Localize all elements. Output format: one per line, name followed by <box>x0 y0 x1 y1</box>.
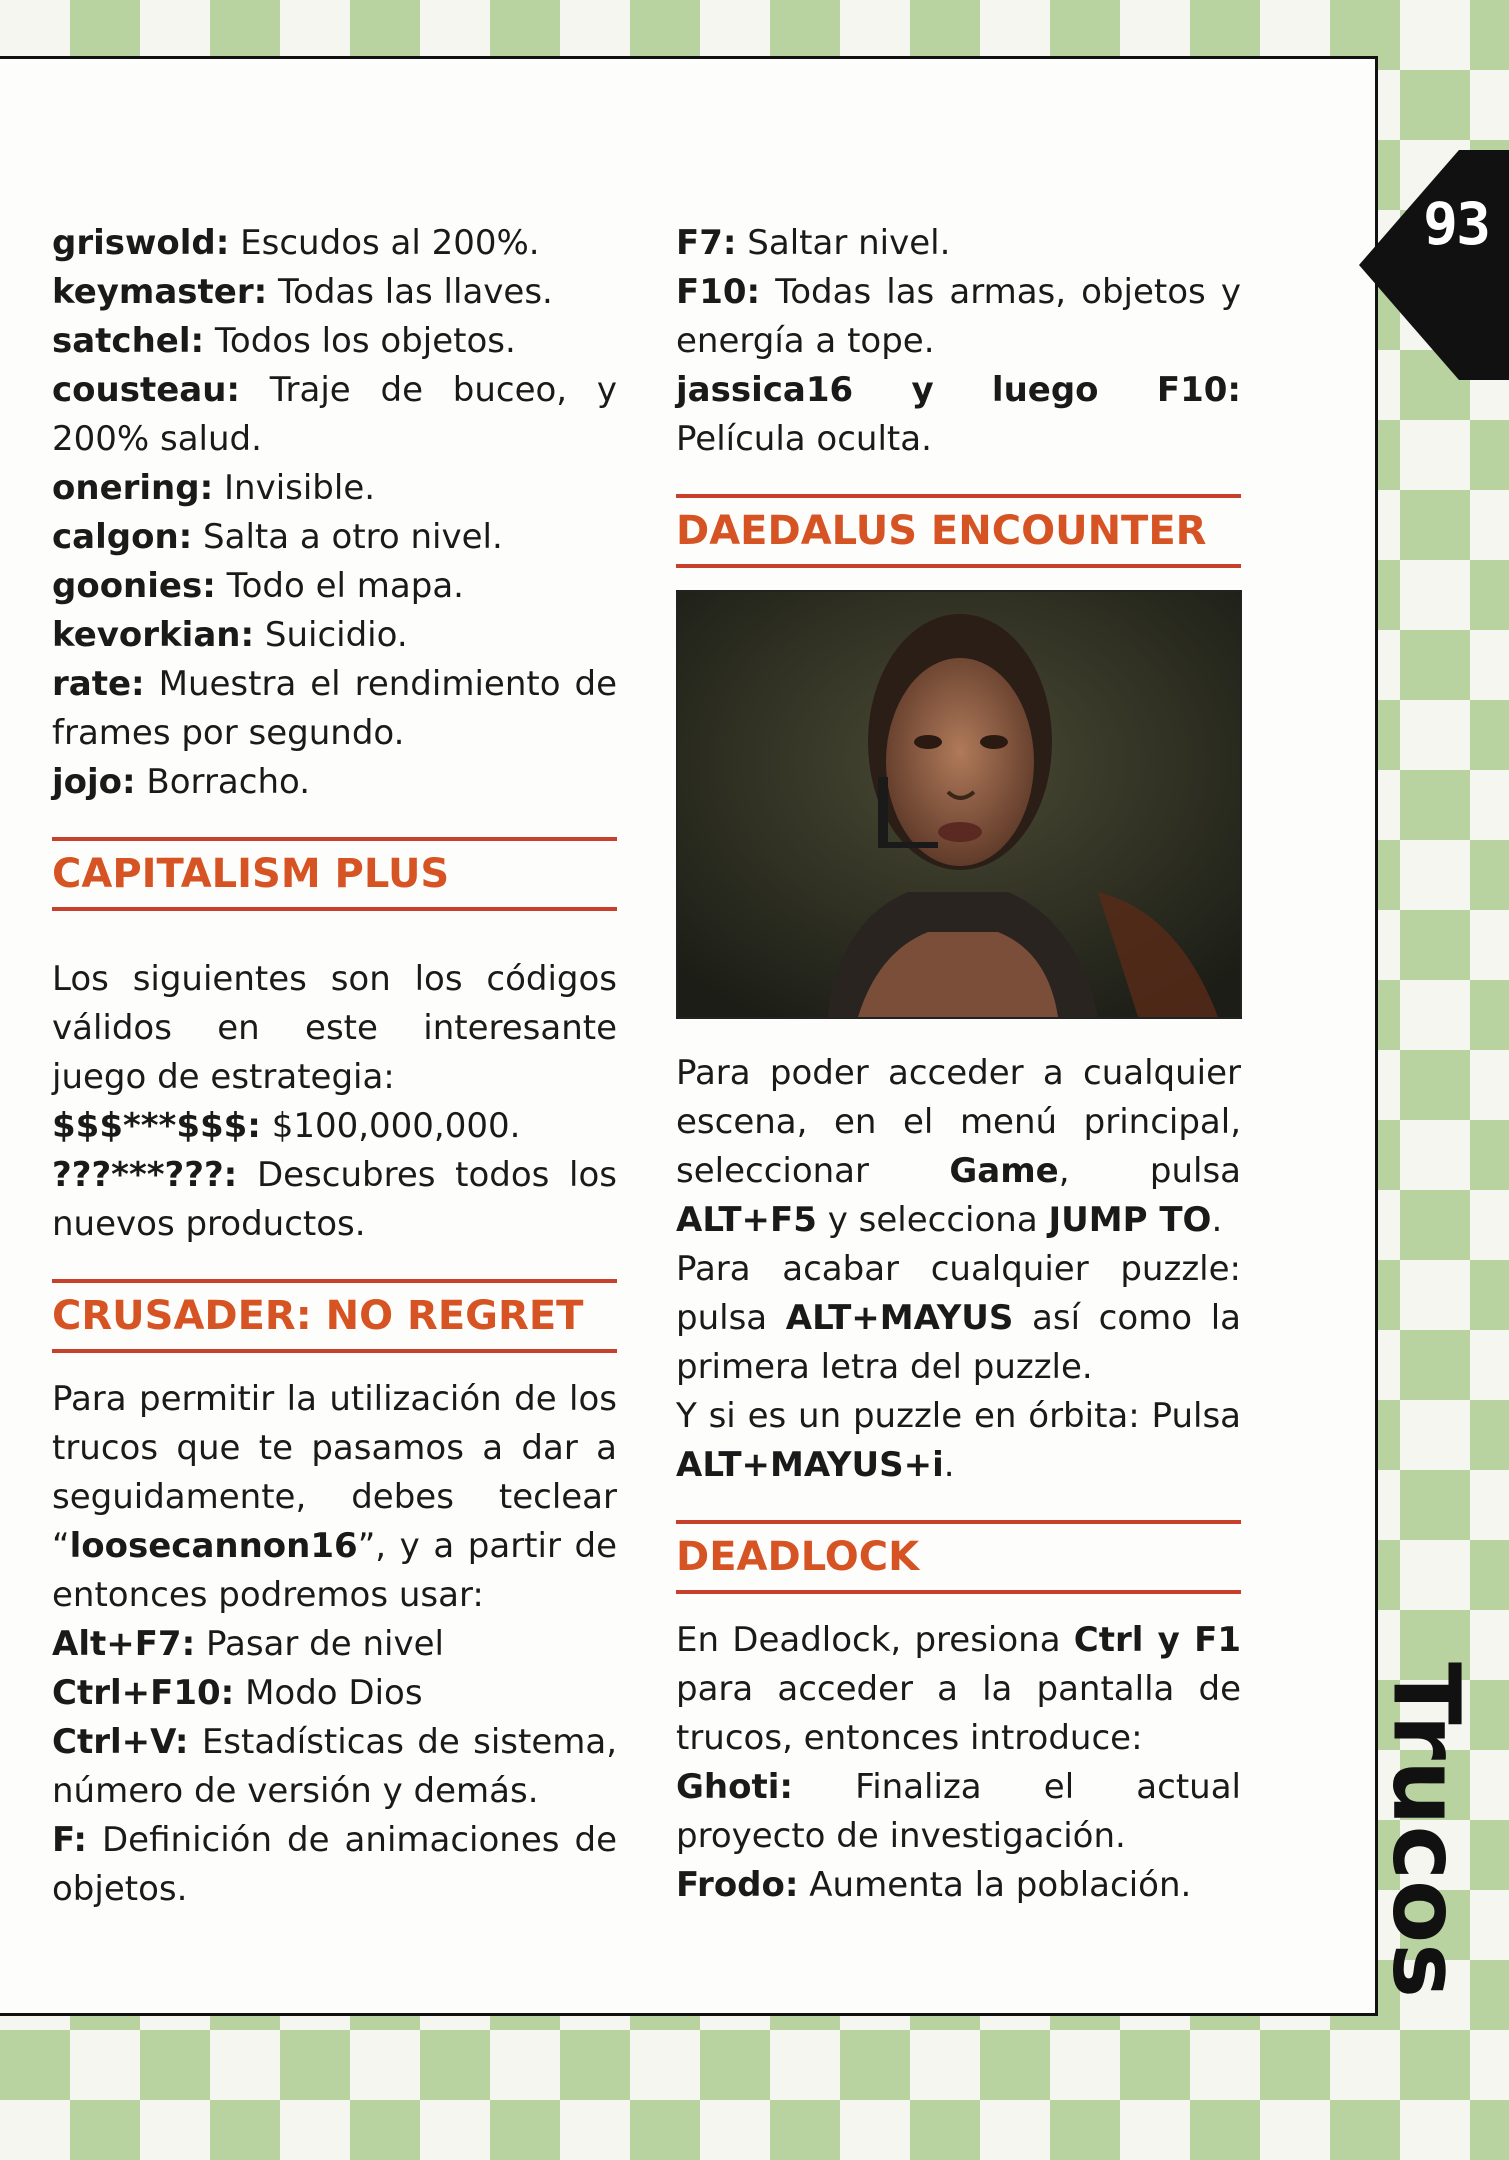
magazine-page <box>0 56 1378 2016</box>
code-line: jojo: Borracho. <box>52 762 311 802</box>
code-line: rate: Muestra el rendimiento de frames por segundo. <box>52 664 617 753</box>
code-line: Ctrl+V: Estadísticas de sistema, número de versión y demás. <box>52 1722 617 1811</box>
section-heading-crusader: CRUSADER: NO REGRET <box>52 1279 617 1353</box>
intro-codes <box>52 219 617 807</box>
code-line: $$$***$$$: $100,000,000. <box>52 1106 521 1146</box>
code-line: onering: Invisible. <box>52 468 376 508</box>
code-line: Ghoti: Finaliza el actual proyecto de investigación. <box>676 1767 1241 1856</box>
section-heading-daedalus: DAEDALUS ENCOUNTER <box>676 494 1241 568</box>
game-screenshot-image <box>676 590 1242 1019</box>
section-heading-deadlock: DEADLOCK <box>676 1520 1241 1594</box>
code-line: Ctrl+F10: Modo Dios <box>52 1673 423 1713</box>
daedalus-paragraph-1: Para poder acceder a cualquier escena, en el menú principal, seleccionar Game, pulsa ALT+F5 y selecciona JUMP TO. <box>676 1053 1241 1240</box>
code-line: cousteau: Traje de buceo, y 200% salud. <box>52 370 617 459</box>
left-column <box>52 219 617 1914</box>
code-line: F10: Todas las armas, objetos y energía a tope. <box>676 272 1241 361</box>
code-line: calgon: Salta a otro nivel. <box>52 517 503 557</box>
code-line: kevorkian: Suicidio. <box>52 615 408 655</box>
right-column <box>676 219 1241 1910</box>
code-line: jassica16 y luego F10: Película oculta. <box>676 370 1241 459</box>
crusader-intro: Para permitir la utilización de los trucos que te pasamos a dar a seguidamente, debes teclear “loosecannon16”, y a partir de entonces podremos usar: <box>52 1379 617 1615</box>
code-line: goonies: Todo el mapa. <box>52 566 464 606</box>
code-line: Frodo: Aumenta la población. <box>676 1865 1192 1905</box>
code-line: keymaster: Todas las llaves. <box>52 272 553 312</box>
code-line: F: Definición de animaciones de objetos. <box>52 1820 617 1909</box>
code-line: ???***???: Descubres todos los nuevos productos. <box>52 1155 617 1244</box>
daedalus-paragraph-2: Para acabar cualquier puzzle: pulsa ALT+MAYUS así como la primera letra del puzzle. <box>676 1249 1241 1387</box>
capitalism-intro: Los siguientes son los códigos válidos en este interesante juego de estrategia: <box>52 959 617 1097</box>
page-number: 93 <box>1423 190 1489 258</box>
deadlock-intro: En Deadlock, presiona Ctrl y F1 para acceder a la pantalla de trucos, entonces introduce: <box>676 1620 1241 1758</box>
code-line: satchel: Todos los objetos. <box>52 321 516 361</box>
code-line: F7: Saltar nivel. <box>676 223 951 263</box>
section-heading-capitalism: CAPITALISM PLUS <box>52 837 617 911</box>
code-line: griswold: Escudos al 200%. <box>52 223 540 263</box>
section-label-trucos: Trucos <box>1372 1661 1480 1998</box>
code-line: Alt+F7: Pasar de nivel <box>52 1624 444 1664</box>
daedalus-paragraph-3: Y si es un puzzle en órbita: Pulsa ALT+MAYUS+i. <box>676 1396 1241 1485</box>
woman-portrait-illustration <box>678 592 1240 1017</box>
page-number-tab <box>1359 150 1509 380</box>
